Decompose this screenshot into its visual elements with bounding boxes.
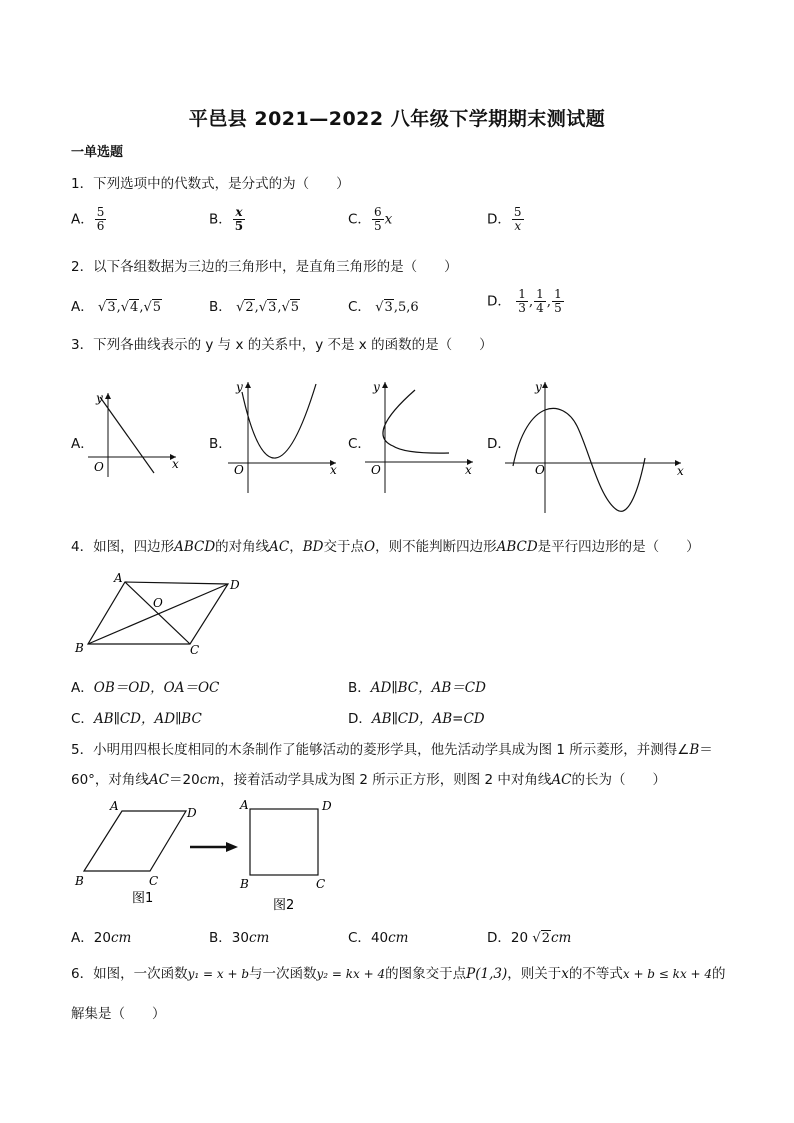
- q3a-x-label: x: [172, 457, 179, 471]
- q5-option-d[interactable]: D．20 √2cm: [487, 930, 572, 946]
- q1-option-d[interactable]: D． $\frac{5}{x}$: [487, 205, 522, 233]
- q3d-origin: O: [535, 463, 545, 477]
- q3b-origin: O: [234, 463, 244, 477]
- svg-text:C: C: [149, 874, 159, 888]
- q3b-y-label: y: [236, 380, 243, 394]
- question-4-stem: 4．如图，四边形ABCD的对角线AC，BD交于点O，则不能判断四边形ABCD是平行四边形的是（ ）: [71, 539, 700, 555]
- question-2-stem: 2．以下各组数据为三边的三角形中，是直角三角形的是（ ）: [71, 259, 458, 275]
- q4-option-c[interactable]: C．AB∥CD，AD∥BC: [71, 711, 202, 727]
- q4-parallelogram-figure: [70, 570, 250, 660]
- svg-text:O: O: [153, 596, 163, 610]
- question-5-line-1: 5．小明用四根长度相同的木条制作了能够活动的菱形学具，他先活动学具成为图 1 所示菱形，并测得∠B＝: [71, 742, 713, 758]
- q3-option-d[interactable]: D．: [487, 436, 511, 452]
- q5-option-b[interactable]: B．30cm: [209, 930, 270, 946]
- q3c-origin: O: [371, 463, 381, 477]
- q3-option-b[interactable]: B．: [209, 436, 232, 452]
- svg-text:A: A: [114, 571, 123, 585]
- q5-rhombus-square-figure: [70, 795, 350, 915]
- svg-text:C: C: [316, 877, 326, 891]
- q5-option-a[interactable]: A．20cm: [71, 930, 132, 946]
- svg-text:D: D: [230, 578, 240, 592]
- svg-text:C: C: [190, 643, 200, 657]
- q1-option-c[interactable]: C． $\frac{6}{5}$ x: [348, 205, 393, 233]
- q4-option-a[interactable]: A．OB＝OD，OA＝OC: [71, 680, 220, 696]
- q3d-y-label: y: [535, 380, 542, 394]
- q3b-x-label: x: [330, 463, 337, 477]
- question-3-stem: 3．下列各曲线表示的 y 与 x 的关系中，y 不是 x 的函数的是（ ）: [71, 337, 493, 353]
- svg-text:D: D: [322, 799, 332, 813]
- q3-graph-c: [365, 378, 480, 496]
- page-title: 平邑县 2021—2022 八年级下学期期末测试题: [188, 108, 606, 130]
- q3c-y-label: y: [373, 380, 380, 394]
- q3-graph-a: [88, 385, 188, 480]
- fig2-caption: 图2: [273, 898, 295, 913]
- svg-text:B: B: [240, 877, 249, 891]
- q4-option-d[interactable]: D．AB∥CD，AB=CD: [348, 711, 485, 727]
- q1-option-a[interactable]: A． $\frac{5}{6}$: [71, 205, 105, 233]
- q2-option-d[interactable]: D． $\frac{1}{3}$ , $\frac{1}{4}$ , $\frac{1}{5}$: [487, 287, 562, 315]
- svg-text:A: A: [110, 799, 119, 813]
- question-6-line-1: 6．如图，一次函数y₁ = x + b与一次函数y₂ = kx + 4的图象交于点P(1,3)，则关于x的不等式x + b ≤ kx + 4的: [71, 966, 726, 982]
- svg-text:D: D: [187, 806, 197, 820]
- svg-text:A: A: [240, 798, 249, 812]
- question-5-line-2: 60°，对角线AC＝20cm，接着活动学具成为图 2 所示正方形，则图 2 中对角线AC的长为（ ）: [71, 772, 667, 788]
- q3d-x-label: x: [677, 464, 684, 478]
- fig1-caption: 图1: [132, 891, 154, 906]
- q3-option-c[interactable]: C．: [348, 436, 371, 452]
- q2-option-c[interactable]: C． √3,5,6: [348, 299, 419, 315]
- q3-graph-b: [228, 378, 343, 496]
- section-heading: 一单选题: [71, 145, 124, 160]
- q3-option-a[interactable]: A．: [71, 436, 94, 452]
- q3-graph-d: [505, 378, 690, 516]
- svg-text:B: B: [75, 874, 84, 888]
- question-1-stem: 1．下列选项中的代数式，是分式的为（ ）: [71, 176, 350, 192]
- q3a-origin: O: [94, 460, 104, 474]
- svg-text:B: B: [75, 641, 84, 655]
- q2-option-b[interactable]: B． √2,√3,√5: [209, 299, 300, 315]
- q4-option-b[interactable]: B．AD∥BC，AB＝CD: [348, 680, 486, 696]
- q3a-y-label: y: [96, 391, 103, 405]
- q1-option-b[interactable]: B． $\frac{x}{5}$: [209, 205, 244, 233]
- q2-option-a[interactable]: A． √3,√4,√5: [71, 299, 162, 315]
- q3c-x-label: x: [465, 463, 472, 477]
- question-6-line-2: 解集是（ ）: [71, 1006, 166, 1022]
- q5-option-c[interactable]: C．40cm: [348, 930, 409, 946]
